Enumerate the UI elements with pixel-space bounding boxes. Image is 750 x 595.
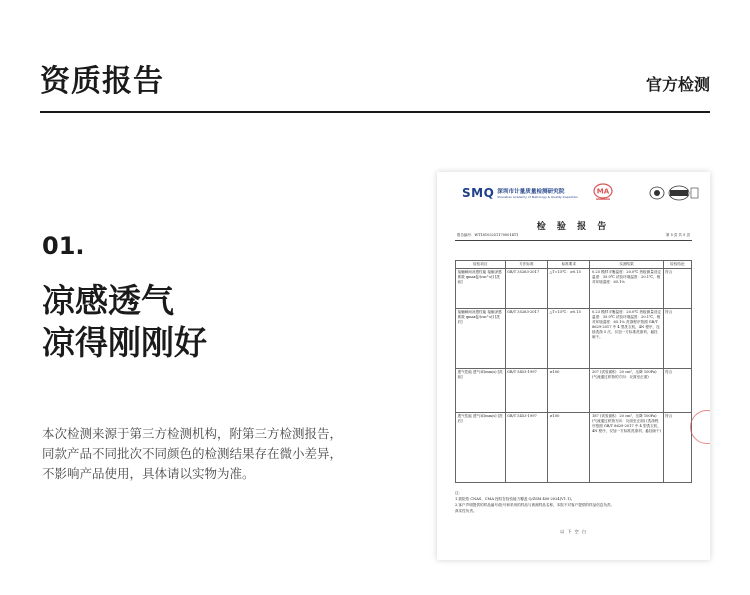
row-requirement: △T=15℃：≥0.15 — [548, 269, 590, 309]
institute-name-en: Shenzhen Academy of Metrology & Quality Inspection — [497, 195, 579, 199]
row-verdict: 符合 — [663, 369, 691, 413]
column-header: 实测结果 — [590, 261, 663, 269]
section-number: 01. — [42, 232, 85, 260]
column-header: 检验结论 — [663, 261, 691, 269]
description-line-3: 不影响产品使用，具体请以实物为准。 — [42, 466, 255, 481]
row-verdict: 符合 — [663, 309, 691, 369]
smq-logo-text: SMQ — [462, 186, 495, 200]
table-row — [456, 269, 692, 309]
section-headline — [42, 280, 207, 364]
headline-line-2: 凉得刚刚好 — [42, 323, 207, 362]
note-line: 2.客户声明提供的样品编号/批号和采用的样品与被测样品名称，本院不对客户提供的样品信息负责。 — [455, 503, 615, 507]
note-line: 1.我院依 CNAS、CMA 授权在检验能力覆盖 Q/ZSM 400-2024(V1.1)。 — [455, 497, 575, 501]
headline-line-1: 凉感透气 — [42, 281, 174, 320]
test-report-document — [437, 172, 710, 560]
header-right-label: 官方检测 — [645, 75, 710, 94]
table-row — [456, 309, 692, 369]
row-method: GB/T 35263-2017 — [505, 309, 547, 369]
row-method: GB/T 5453-1997 — [505, 413, 547, 483]
report-notes — [455, 490, 692, 514]
report-rule — [455, 240, 692, 241]
institute-name-cn: 深圳市计量质量检测研究院 — [497, 189, 565, 195]
row-result: 187 (试验面积：20 cm²，压降 100Pa) (气流通过织物方向：反面至正面) (洗涤程序按照 GB/T 8629-2017 中 4 型洗衣机，4N 程序，仅加一方标准洗涤剂，悬挂晾干) — [590, 413, 663, 483]
stamp-seal-icon — [690, 410, 710, 444]
cma-mark-icon — [593, 183, 613, 201]
row-result: 207 (试验面积：20 cm²，压降 100Pa) (气流通过织物的方向：反面至正面) — [590, 369, 663, 413]
header-divider — [40, 111, 710, 113]
row-item: 接触瞬间凉感性能 接触凉感系数 qmax[J/(cm²·s)] [洗后] — [456, 309, 506, 369]
row-result: 0.25 模样平衡温度：20.0℃ 热板测量设定温度：35.0℃ 试验环境温度：20.1℃，相对环境湿度：65.1% — [590, 269, 663, 309]
row-method: GB/T 5453-1997 — [505, 369, 547, 413]
row-requirement: ≥100 — [548, 413, 590, 483]
report-table — [455, 260, 692, 483]
report-page: 第 5 页 共 5 页 — [665, 233, 690, 237]
report-table-header — [456, 261, 692, 269]
report-blank-marker: 以 下 空 白 — [560, 529, 587, 534]
page-title: 资质报告 — [40, 64, 164, 99]
smq-logo — [462, 186, 578, 200]
row-item: 接触瞬间凉感性能 接触凉感系数 qmax[J/(cm²·s)] [洗前] — [456, 269, 506, 309]
table-row — [456, 413, 692, 483]
institute-name — [497, 187, 578, 199]
table-row — [456, 369, 692, 413]
report-number: 报告编号：WT181032511700014T1 — [457, 233, 519, 237]
row-requirement: △T=15℃：≥0.15 — [548, 309, 590, 369]
column-header: 标准要求 — [548, 261, 590, 269]
section-description — [42, 424, 372, 484]
row-requirement: ≥100 — [548, 369, 590, 413]
column-header: 检验项目 — [456, 261, 506, 269]
column-header: 方法标准 — [505, 261, 547, 269]
description-line-1: 本次检测来源于第三方检测机构，附第三方检测报告， — [42, 426, 343, 441]
row-item: 透气性能 透气率(mm/s) [洗后] — [456, 413, 506, 483]
note-line: 真实性负责。 — [455, 509, 477, 513]
row-result: 0.23 模样平衡温度：20.0℃ 热板测量设定温度：35.0℃ 试验环境温度：20.1℃，相对环境湿度：65.1% 洗涤程序按照 GB/T 8629-2017 中 4 型洗衣机，4N 程序，连续洗涤 5 次，仅加一方标准洗涤剂，悬挂晾干。 — [590, 309, 663, 369]
row-item: 透气性能 透气率(mm/s) [洗前] — [456, 369, 506, 413]
report-title: 检 验 报 告 — [536, 222, 611, 232]
row-verdict: 符合 — [663, 413, 691, 483]
row-method: GB/T 35263-2017 — [505, 269, 547, 309]
row-verdict: 符合 — [663, 269, 691, 309]
svg-text:MA: MA — [596, 187, 610, 196]
note-line: 注： — [455, 491, 463, 495]
ilac-cnas-mark-icon — [649, 185, 699, 201]
description-line-2: 同款产品不同批次不同颜色的检测结果存在微小差异， — [42, 446, 343, 461]
